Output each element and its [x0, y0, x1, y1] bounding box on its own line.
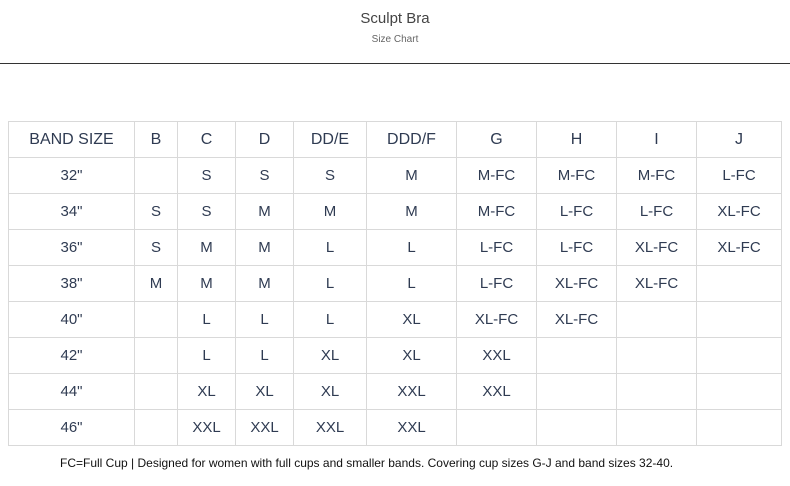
size-cell	[135, 338, 178, 374]
size-cell: M	[294, 194, 367, 230]
size-cell: XL-FC	[537, 302, 617, 338]
size-cell	[617, 374, 697, 410]
band-size-cell: 34"	[9, 194, 135, 230]
size-cell: XL	[367, 302, 457, 338]
size-cell: L	[367, 230, 457, 266]
band-size-cell: 40"	[9, 302, 135, 338]
size-cell: XXL	[457, 338, 537, 374]
size-cell: XL-FC	[617, 230, 697, 266]
size-cell: XL	[294, 374, 367, 410]
size-cell: L	[236, 302, 294, 338]
size-cell: L-FC	[537, 194, 617, 230]
size-cell	[135, 374, 178, 410]
size-cell: S	[178, 158, 236, 194]
band-size-cell: 44"	[9, 374, 135, 410]
size-chart-table	[8, 121, 782, 446]
size-cell	[135, 410, 178, 446]
header-divider	[0, 63, 790, 64]
size-cell	[697, 374, 782, 410]
table-row	[9, 194, 782, 230]
size-cell: L	[294, 266, 367, 302]
size-cell: XL	[178, 374, 236, 410]
size-cell	[135, 302, 178, 338]
size-cell: L	[367, 266, 457, 302]
size-cell: XXL	[367, 410, 457, 446]
size-cell: XL-FC	[537, 266, 617, 302]
size-cell	[617, 338, 697, 374]
size-cell	[697, 302, 782, 338]
size-cell: M-FC	[537, 158, 617, 194]
size-cell: XXL	[457, 374, 537, 410]
size-cell: M-FC	[617, 158, 697, 194]
size-cell: L	[178, 338, 236, 374]
column-header: I	[617, 122, 697, 158]
page-title: Sculpt Bra	[360, 10, 430, 27]
column-header: J	[697, 122, 782, 158]
size-cell: L	[178, 302, 236, 338]
column-header: DDD/F	[367, 122, 457, 158]
size-cell	[697, 266, 782, 302]
table-row	[9, 230, 782, 266]
table-row	[9, 338, 782, 374]
size-cell: L-FC	[537, 230, 617, 266]
size-cell: M	[367, 158, 457, 194]
band-size-cell: 36"	[9, 230, 135, 266]
size-cell: M	[178, 266, 236, 302]
size-cell	[135, 158, 178, 194]
table-row	[9, 374, 782, 410]
size-cell: L	[294, 302, 367, 338]
table-header-row	[9, 122, 782, 158]
size-cell: M	[135, 266, 178, 302]
size-cell: S	[294, 158, 367, 194]
size-cell: M	[236, 194, 294, 230]
table-row	[9, 302, 782, 338]
size-cell: XXL	[294, 410, 367, 446]
size-cell	[697, 410, 782, 446]
size-cell: XXL	[178, 410, 236, 446]
size-cell: XL	[294, 338, 367, 374]
table-row	[9, 266, 782, 302]
size-cell: L-FC	[617, 194, 697, 230]
band-size-cell: 38"	[9, 266, 135, 302]
size-cell: XL-FC	[697, 230, 782, 266]
size-cell: XL-FC	[457, 302, 537, 338]
size-cell	[617, 302, 697, 338]
column-header: C	[178, 122, 236, 158]
footnote: FC=Full Cup | Designed for women with full cups and smaller bands. Covering cup sizes G-J and band sizes 32-40.	[60, 456, 674, 470]
size-cell: M	[236, 230, 294, 266]
size-cell: XL-FC	[617, 266, 697, 302]
size-cell: L	[294, 230, 367, 266]
band-size-cell: 46"	[9, 410, 135, 446]
size-cell: S	[135, 230, 178, 266]
size-cell	[537, 338, 617, 374]
band-size-cell: 32"	[9, 158, 135, 194]
size-cell: M-FC	[457, 158, 537, 194]
column-header: DD/E	[294, 122, 367, 158]
size-cell: S	[135, 194, 178, 230]
size-cell	[617, 410, 697, 446]
size-cell: XL-FC	[697, 194, 782, 230]
column-header: BAND SIZE	[9, 122, 135, 158]
size-cell: L	[236, 338, 294, 374]
table-row	[9, 158, 782, 194]
column-header: H	[537, 122, 617, 158]
size-cell: S	[236, 158, 294, 194]
size-cell: M	[236, 266, 294, 302]
size-cell: M	[367, 194, 457, 230]
size-cell: L-FC	[457, 266, 537, 302]
size-cell: L-FC	[697, 158, 782, 194]
band-size-cell: 42"	[9, 338, 135, 374]
page-subtitle: Size Chart	[371, 34, 419, 45]
size-cell: XL	[367, 338, 457, 374]
column-header: B	[135, 122, 178, 158]
size-cell: XL	[236, 374, 294, 410]
size-cell	[697, 338, 782, 374]
size-cell: S	[178, 194, 236, 230]
size-cell: XXL	[236, 410, 294, 446]
table-body	[9, 158, 782, 446]
table-row	[9, 410, 782, 446]
size-cell: XXL	[367, 374, 457, 410]
size-cell	[457, 410, 537, 446]
size-cell: M-FC	[457, 194, 537, 230]
column-header: G	[457, 122, 537, 158]
size-cell	[537, 410, 617, 446]
size-cell: M	[178, 230, 236, 266]
size-cell: L-FC	[457, 230, 537, 266]
size-cell	[537, 374, 617, 410]
column-header: D	[236, 122, 294, 158]
